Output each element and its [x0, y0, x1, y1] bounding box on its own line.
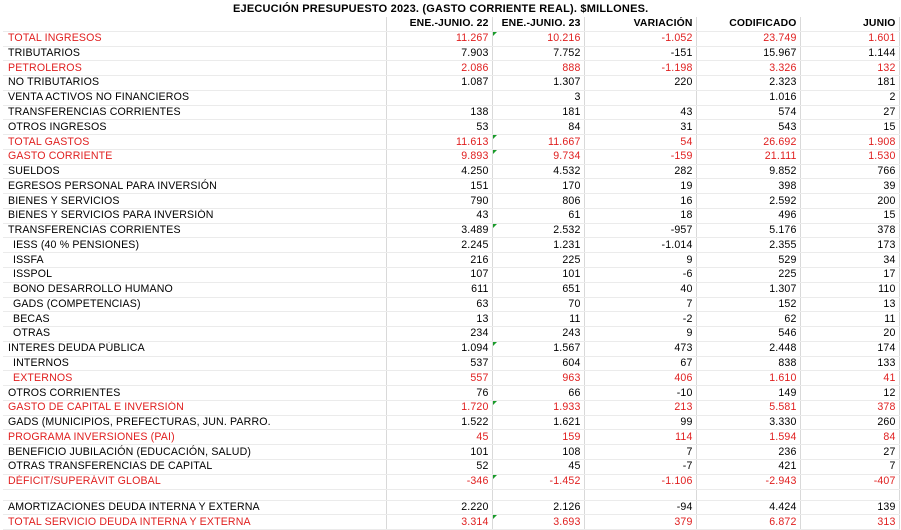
cell-variacion[interactable]: 19 — [584, 179, 696, 194]
cell-ene-jun-23[interactable] — [492, 489, 584, 500]
cell-junio[interactable]: 27 — [800, 105, 899, 120]
table-row — [3, 500, 899, 515]
row-label-cell[interactable]: EGRESOS PERSONAL PARA INVERSIÓN — [3, 179, 386, 194]
cell-junio[interactable]: 34 — [800, 253, 899, 268]
cell-ene-jun-22[interactable]: 611 — [386, 282, 492, 297]
cell-junio[interactable]: 1.601 — [800, 31, 899, 46]
cell-ene-jun-23[interactable]: 170 — [492, 179, 584, 194]
cell-ene-jun-22[interactable]: 234 — [386, 327, 492, 342]
table-row — [3, 386, 899, 401]
cell-codificado[interactable] — [696, 489, 800, 500]
cell-ene-jun-22[interactable]: 2.245 — [386, 238, 492, 253]
cell-codificado[interactable]: 2.592 — [696, 194, 800, 209]
cell-ene-jun-22[interactable]: 790 — [386, 194, 492, 209]
row-label-cell[interactable]: PETROLEROS — [3, 61, 386, 76]
table-row — [3, 282, 899, 297]
table-row — [3, 312, 899, 327]
cell-junio[interactable]: 11 — [800, 312, 899, 327]
cell-ene-jun-23[interactable]: 1.307 — [492, 76, 584, 91]
row-label-cell[interactable]: OTRAS — [3, 327, 386, 342]
cell-ene-jun-22[interactable]: 138 — [386, 105, 492, 120]
row-label-cell[interactable]: BIENES Y SERVICIOS PARA INVERSIÓN — [3, 208, 386, 223]
cell-ene-jun-23[interactable]: 181 — [492, 105, 584, 120]
cell-codificado[interactable]: 21.111 — [696, 149, 800, 164]
cell-junio[interactable]: 13 — [800, 297, 899, 312]
cell-codificado[interactable]: 3.326 — [696, 61, 800, 76]
cell-variacion[interactable]: -6 — [584, 268, 696, 283]
cell-variacion[interactable]: 99 — [584, 415, 696, 430]
cell-variacion[interactable]: 379 — [584, 515, 696, 530]
cell-junio[interactable]: 173 — [800, 238, 899, 253]
cell-variacion[interactable]: 7 — [584, 445, 696, 460]
cell-codificado[interactable]: 421 — [696, 459, 800, 474]
cell-ene-jun-22[interactable]: 2.220 — [386, 500, 492, 515]
cell-variacion[interactable]: 54 — [584, 135, 696, 150]
row-label-cell[interactable]: IESS (40 % PENSIONES) — [3, 238, 386, 253]
table-row — [3, 356, 899, 371]
cell-variacion[interactable]: 220 — [584, 76, 696, 91]
cell-ene-jun-22[interactable]: 43 — [386, 208, 492, 223]
table-row — [3, 149, 899, 164]
row-label-cell[interactable]: GADS (MUNICIPIOS, PREFECTURAS, JUN. PARRO. — [3, 415, 386, 430]
cell-ene-jun-23[interactable]: 2.126 — [492, 500, 584, 515]
cell-variacion[interactable]: 406 — [584, 371, 696, 386]
cell-ene-jun-22[interactable]: 3.489 — [386, 223, 492, 238]
cell-variacion[interactable]: 114 — [584, 430, 696, 445]
cell-ene-jun-22[interactable]: 11.267 — [386, 31, 492, 46]
table-row — [3, 120, 899, 135]
header-cell-label[interactable] — [3, 17, 386, 31]
cell-ene-jun-23[interactable]: 1.567 — [492, 341, 584, 356]
cell-ene-jun-22[interactable]: 1.094 — [386, 341, 492, 356]
table-row — [3, 76, 899, 91]
cell-ene-jun-22[interactable]: 151 — [386, 179, 492, 194]
cell-codificado[interactable]: 3.330 — [696, 415, 800, 430]
row-label-cell[interactable]: OTROS CORRIENTES — [3, 386, 386, 401]
cell-ene-jun-22[interactable]: 11.613 — [386, 135, 492, 150]
cell-variacion[interactable]: -159 — [584, 149, 696, 164]
header-row — [3, 17, 899, 31]
table-row — [3, 474, 899, 489]
cell-ene-jun-23[interactable]: 101 — [492, 268, 584, 283]
row-label-cell[interactable]: TRANSFERENCIAS CORRIENTES — [3, 223, 386, 238]
cell-variacion[interactable]: 31 — [584, 120, 696, 135]
row-label-cell[interactable]: EXTERNOS — [3, 371, 386, 386]
cell-codificado[interactable]: 2.448 — [696, 341, 800, 356]
cell-ene-jun-23[interactable]: -1.452 — [492, 474, 584, 489]
cell-variacion[interactable]: -1.106 — [584, 474, 696, 489]
cell-ene-jun-22[interactable]: 101 — [386, 445, 492, 460]
cell-ene-jun-22[interactable]: 7.903 — [386, 46, 492, 61]
cell-variacion[interactable]: 18 — [584, 208, 696, 223]
cell-variacion[interactable]: -1.198 — [584, 61, 696, 76]
cell-codificado[interactable]: 2.323 — [696, 76, 800, 91]
cell-ene-jun-23[interactable]: 11.667 — [492, 135, 584, 150]
cell-junio[interactable]: 17 — [800, 268, 899, 283]
cell-junio[interactable]: 2 — [800, 90, 899, 105]
cell-ene-jun-23[interactable]: 4.532 — [492, 164, 584, 179]
budget-table — [3, 17, 900, 530]
cell-codificado[interactable]: 6.872 — [696, 515, 800, 530]
cell-ene-jun-23[interactable]: 9.734 — [492, 149, 584, 164]
cell-variacion[interactable]: 9 — [584, 327, 696, 342]
cell-junio[interactable]: 200 — [800, 194, 899, 209]
row-label-cell[interactable]: BONO DESARROLLO HUMANO — [3, 282, 386, 297]
row-label-cell[interactable]: TOTAL GASTOS — [3, 135, 386, 150]
cell-ene-jun-23[interactable]: 2.532 — [492, 223, 584, 238]
cell-ene-jun-22[interactable] — [386, 489, 492, 500]
cell-ene-jun-22[interactable]: 557 — [386, 371, 492, 386]
table-row — [3, 371, 899, 386]
cell-variacion[interactable]: 40 — [584, 282, 696, 297]
row-label-cell[interactable]: TRANSFERENCIAS CORRIENTES — [3, 105, 386, 120]
cell-junio[interactable]: 378 — [800, 223, 899, 238]
cell-codificado[interactable]: 1.594 — [696, 430, 800, 445]
row-label-cell[interactable] — [3, 489, 386, 500]
cell-codificado[interactable]: 529 — [696, 253, 800, 268]
table-row — [3, 253, 899, 268]
cell-junio[interactable] — [800, 489, 899, 500]
cell-codificado[interactable]: 1.307 — [696, 282, 800, 297]
row-label-cell[interactable]: GADS (COMPETENCIAS) — [3, 297, 386, 312]
cell-ene-jun-23[interactable]: 61 — [492, 208, 584, 223]
cell-junio[interactable]: 15 — [800, 208, 899, 223]
cell-codificado[interactable]: 5.581 — [696, 400, 800, 415]
cell-variacion[interactable]: 16 — [584, 194, 696, 209]
cell-variacion[interactable]: -2 — [584, 312, 696, 327]
sheet-title — [0, 3, 901, 17]
cell-ene-jun-22[interactable]: 9.893 — [386, 149, 492, 164]
table-row — [3, 297, 899, 312]
cell-variacion[interactable]: 282 — [584, 164, 696, 179]
table-row — [3, 327, 899, 342]
cell-junio[interactable]: 39 — [800, 179, 899, 194]
cell-codificado[interactable]: -2.943 — [696, 474, 800, 489]
cell-variacion[interactable]: 67 — [584, 356, 696, 371]
cell-codificado[interactable]: 5.176 — [696, 223, 800, 238]
cell-ene-jun-22[interactable]: 1.720 — [386, 400, 492, 415]
row-label-cell[interactable]: PROGRAMA INVERSIONES (PAI) — [3, 430, 386, 445]
row-label-cell[interactable]: TOTAL INGRESOS — [3, 31, 386, 46]
table-row — [3, 179, 899, 194]
cell-junio[interactable]: 20 — [800, 327, 899, 342]
cell-codificado[interactable]: 9.852 — [696, 164, 800, 179]
cell-variacion[interactable]: 473 — [584, 341, 696, 356]
row-label-cell[interactable]: ISSPOL — [3, 268, 386, 283]
row-label-cell[interactable]: TRIBUTARIOS — [3, 46, 386, 61]
cell-ene-jun-22[interactable]: 107 — [386, 268, 492, 283]
cell-junio[interactable]: 84 — [800, 430, 899, 445]
cell-ene-jun-22[interactable]: 52 — [386, 459, 492, 474]
cell-ene-jun-22[interactable]: 45 — [386, 430, 492, 445]
cell-ene-jun-22[interactable]: 1.087 — [386, 76, 492, 91]
cell-variacion[interactable]: 9 — [584, 253, 696, 268]
cell-codificado[interactable]: 496 — [696, 208, 800, 223]
table-row — [3, 400, 899, 415]
row-label-cell[interactable]: BECAS — [3, 312, 386, 327]
cell-variacion[interactable]: -94 — [584, 500, 696, 515]
row-label-cell[interactable]: INTERNOS — [3, 356, 386, 371]
cell-junio[interactable]: 1.144 — [800, 46, 899, 61]
cell-ene-jun-23[interactable]: 1.231 — [492, 238, 584, 253]
cell-ene-jun-23[interactable]: 11 — [492, 312, 584, 327]
cell-ene-jun-23[interactable]: 888 — [492, 61, 584, 76]
cell-junio[interactable]: 139 — [800, 500, 899, 515]
table-row — [3, 194, 899, 209]
row-label-cell[interactable]: GASTO DE CAPITAL E INVERSIÓN — [3, 400, 386, 415]
cell-ene-jun-22[interactable]: 53 — [386, 120, 492, 135]
cell-ene-jun-22[interactable]: 13 — [386, 312, 492, 327]
cell-junio[interactable]: 110 — [800, 282, 899, 297]
table-row — [3, 105, 899, 120]
row-label-cell[interactable]: INTERES DEUDA PÚBLICA — [3, 341, 386, 356]
cell-codificado[interactable]: 398 — [696, 179, 800, 194]
row-label-cell[interactable]: VENTA ACTIVOS NO FINANCIEROS — [3, 90, 386, 105]
table-row — [3, 445, 899, 460]
cell-codificado[interactable]: 152 — [696, 297, 800, 312]
cell-ene-jun-23[interactable]: 66 — [492, 386, 584, 401]
cell-ene-jun-23[interactable]: 159 — [492, 430, 584, 445]
cell-codificado[interactable]: 543 — [696, 120, 800, 135]
row-label-cell[interactable]: TOTAL SERVICIO DEUDA INTERNA Y EXTERNA — [3, 515, 386, 530]
cell-junio[interactable]: 27 — [800, 445, 899, 460]
cell-variacion[interactable]: -957 — [584, 223, 696, 238]
table-row — [3, 515, 899, 530]
cell-junio[interactable]: 181 — [800, 76, 899, 91]
cell-junio[interactable]: 41 — [800, 371, 899, 386]
cell-ene-jun-23[interactable]: 10.216 — [492, 31, 584, 46]
table-row — [3, 238, 899, 253]
cell-ene-jun-23[interactable]: 604 — [492, 356, 584, 371]
cell-ene-jun-22[interactable]: 3.314 — [386, 515, 492, 530]
table-row — [3, 415, 899, 430]
cell-ene-jun-23[interactable]: 243 — [492, 327, 584, 342]
cell-ene-jun-23[interactable]: 84 — [492, 120, 584, 135]
table-row — [3, 459, 899, 474]
cell-codificado[interactable]: 1.610 — [696, 371, 800, 386]
cell-junio[interactable]: 15 — [800, 120, 899, 135]
sheet-title-text: EJECUCIÓN PRESUPUESTO 2023. (GASTO CORRIENTE REAL). $MILLONES. — [233, 3, 649, 15]
row-label-cell[interactable]: GASTO CORRIENTE — [3, 149, 386, 164]
table-row — [3, 341, 899, 356]
cell-ene-jun-22[interactable]: 1.522 — [386, 415, 492, 430]
cell-ene-jun-23[interactable]: 1.933 — [492, 400, 584, 415]
table-row — [3, 46, 899, 61]
row-label-cell[interactable]: OTROS INGRESOS — [3, 120, 386, 135]
table-row — [3, 489, 899, 500]
cell-variacion[interactable]: -10 — [584, 386, 696, 401]
cell-codificado[interactable]: 26.692 — [696, 135, 800, 150]
cell-variacion[interactable]: -1.014 — [584, 238, 696, 253]
row-label-cell[interactable]: SUELDOS — [3, 164, 386, 179]
cell-codificado[interactable]: 149 — [696, 386, 800, 401]
cell-variacion[interactable]: 213 — [584, 400, 696, 415]
header-cell-junio[interactable]: JUNIO — [800, 17, 899, 31]
cell-ene-jun-23[interactable]: 70 — [492, 297, 584, 312]
header-cell-ene-jun-22[interactable]: ENE.-JUNIO. 22 — [386, 17, 492, 31]
header-cell-ene-jun-23[interactable]: ENE.-JUNIO. 23 — [492, 17, 584, 31]
cell-ene-jun-22[interactable]: 2.086 — [386, 61, 492, 76]
cell-junio[interactable]: 132 — [800, 61, 899, 76]
table-row — [3, 223, 899, 238]
cell-codificado[interactable]: 236 — [696, 445, 800, 460]
cell-variacion[interactable]: -7 — [584, 459, 696, 474]
cell-junio[interactable]: 12 — [800, 386, 899, 401]
table-row — [3, 208, 899, 223]
cell-ene-jun-23[interactable]: 3.693 — [492, 515, 584, 530]
cell-junio[interactable]: 1.530 — [800, 149, 899, 164]
cell-ene-jun-22[interactable]: 216 — [386, 253, 492, 268]
cell-ene-jun-22[interactable]: -346 — [386, 474, 492, 489]
cell-ene-jun-23[interactable]: 651 — [492, 282, 584, 297]
cell-ene-jun-23[interactable]: 45 — [492, 459, 584, 474]
table-row — [3, 61, 899, 76]
cell-junio[interactable]: 260 — [800, 415, 899, 430]
row-label-cell[interactable]: ISSFA — [3, 253, 386, 268]
cell-codificado[interactable]: 225 — [696, 268, 800, 283]
cell-ene-jun-23[interactable]: 3 — [492, 90, 584, 105]
cell-variacion[interactable]: -151 — [584, 46, 696, 61]
cell-codificado[interactable]: 4.424 — [696, 500, 800, 515]
table-row — [3, 430, 899, 445]
row-label-cell[interactable]: BENEFICIO JUBILACIÓN (EDUCACIÓN, SALUD) — [3, 445, 386, 460]
row-label-cell[interactable]: NO TRIBUTARIOS — [3, 76, 386, 91]
cell-junio[interactable]: 766 — [800, 164, 899, 179]
budget-table-body — [3, 17, 899, 530]
cell-codificado[interactable]: 62 — [696, 312, 800, 327]
cell-ene-jun-23[interactable]: 963 — [492, 371, 584, 386]
header-cell-codificado[interactable]: CODIFICADO — [696, 17, 800, 31]
row-label-cell[interactable]: BIENES Y SERVICIOS — [3, 194, 386, 209]
cell-variacion[interactable]: 7 — [584, 297, 696, 312]
cell-variacion[interactable]: 43 — [584, 105, 696, 120]
cell-junio[interactable]: -407 — [800, 474, 899, 489]
cell-ene-jun-22[interactable]: 537 — [386, 356, 492, 371]
cell-codificado[interactable]: 2.355 — [696, 238, 800, 253]
cell-variacion[interactable] — [584, 489, 696, 500]
table-row — [3, 268, 899, 283]
cell-junio[interactable]: 133 — [800, 356, 899, 371]
table-row — [3, 90, 899, 105]
cell-ene-jun-23[interactable]: 108 — [492, 445, 584, 460]
cell-ene-jun-23[interactable]: 1.621 — [492, 415, 584, 430]
table-row — [3, 31, 899, 46]
row-label-cell[interactable]: AMORTIZACIONES DEUDA INTERNA Y EXTERNA — [3, 500, 386, 515]
cell-ene-jun-23[interactable]: 225 — [492, 253, 584, 268]
cell-ene-jun-22[interactable]: 76 — [386, 386, 492, 401]
cell-codificado[interactable]: 1.016 — [696, 90, 800, 105]
cell-variacion[interactable] — [584, 90, 696, 105]
cell-codificado[interactable]: 838 — [696, 356, 800, 371]
table-row — [3, 135, 899, 150]
cell-junio[interactable]: 378 — [800, 400, 899, 415]
cell-junio[interactable]: 313 — [800, 515, 899, 530]
cell-junio[interactable]: 7 — [800, 459, 899, 474]
header-cell-variacion[interactable]: VARIACIÓN — [584, 17, 696, 31]
cell-codificado[interactable]: 574 — [696, 105, 800, 120]
cell-junio[interactable]: 1.908 — [800, 135, 899, 150]
cell-ene-jun-23[interactable]: 806 — [492, 194, 584, 209]
row-label-cell[interactable]: OTRAS TRANSFERENCIAS DE CAPITAL — [3, 459, 386, 474]
cell-ene-jun-23[interactable]: 7.752 — [492, 46, 584, 61]
cell-codificado[interactable]: 23.749 — [696, 31, 800, 46]
cell-ene-jun-22[interactable]: 63 — [386, 297, 492, 312]
cell-variacion[interactable]: -1.052 — [584, 31, 696, 46]
table-row — [3, 164, 899, 179]
cell-codificado[interactable]: 546 — [696, 327, 800, 342]
cell-junio[interactable]: 174 — [800, 341, 899, 356]
cell-codificado[interactable]: 15.967 — [696, 46, 800, 61]
row-label-cell[interactable]: DÉFICIT/SUPERÁVIT GLOBAL — [3, 474, 386, 489]
cell-ene-jun-22[interactable]: 4.250 — [386, 164, 492, 179]
cell-ene-jun-22[interactable] — [386, 90, 492, 105]
